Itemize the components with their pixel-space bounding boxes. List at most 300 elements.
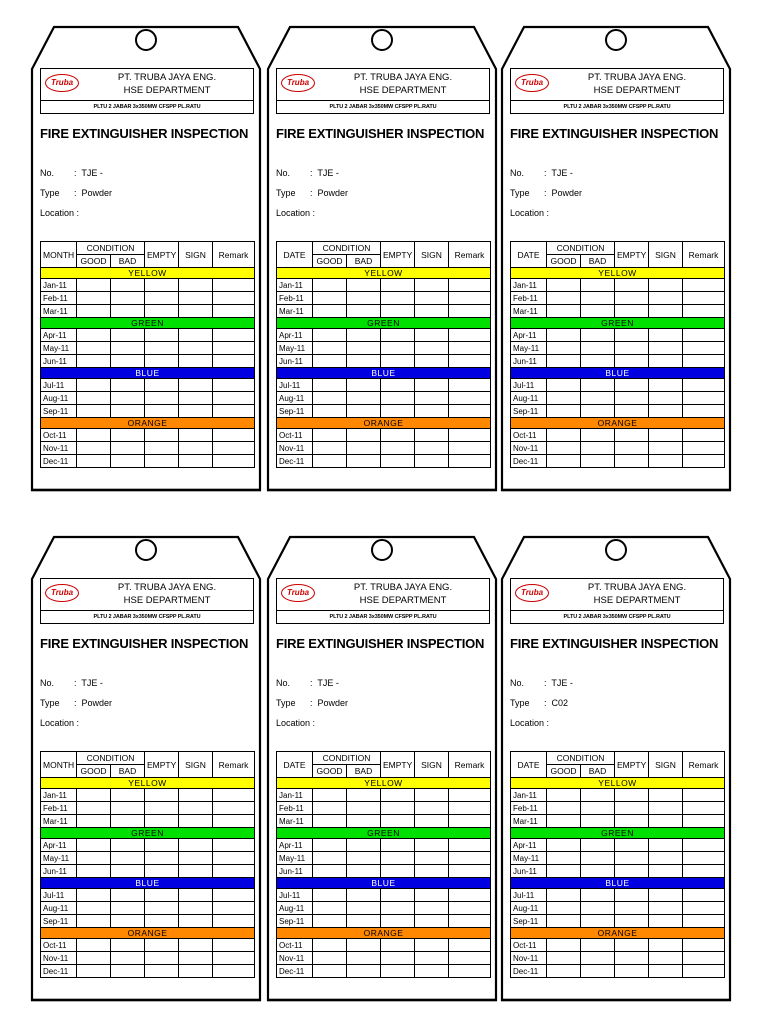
remark-cell	[683, 939, 725, 952]
sign-cell	[415, 939, 449, 952]
bad-cell	[581, 902, 615, 915]
good-cell	[313, 939, 347, 952]
col-good: GOOD	[313, 255, 347, 268]
good-cell	[547, 965, 581, 978]
table-row	[41, 329, 255, 342]
good-cell	[547, 939, 581, 952]
quarter-band: GREEN	[511, 828, 725, 839]
field-type: Type : Powder	[510, 188, 583, 198]
month-cell: Oct-11	[511, 429, 547, 442]
tag-header	[276, 68, 490, 114]
remark-cell	[213, 839, 255, 852]
sign-cell	[415, 852, 449, 865]
bad-cell	[347, 279, 381, 292]
department-name: HSE DEPARTMENT	[359, 595, 447, 606]
good-cell	[313, 815, 347, 828]
empty-cell	[381, 355, 415, 368]
table-row	[277, 965, 491, 978]
good-cell	[547, 839, 581, 852]
table-row	[511, 405, 725, 418]
col-first: MONTH	[41, 752, 77, 778]
tag-title: FIRE EXTINGUISHER INSPECTION	[40, 126, 249, 141]
sign-cell	[649, 342, 683, 355]
sign-cell	[179, 902, 213, 915]
empty-cell	[381, 915, 415, 928]
inspection-table	[510, 241, 725, 468]
col-bad: BAD	[111, 765, 145, 778]
sign-cell	[415, 355, 449, 368]
tag-title: FIRE EXTINGUISHER INSPECTION	[276, 126, 485, 141]
sign-cell	[415, 865, 449, 878]
bad-cell	[347, 789, 381, 802]
table-row	[277, 442, 491, 455]
field-no-value: TJE -	[81, 168, 103, 178]
empty-cell	[381, 889, 415, 902]
good-cell	[313, 965, 347, 978]
remark-cell	[213, 852, 255, 865]
company-block	[317, 71, 489, 97]
sign-cell	[649, 902, 683, 915]
sign-cell	[179, 865, 213, 878]
empty-cell	[615, 952, 649, 965]
tag-hole	[136, 540, 156, 560]
bad-cell	[581, 429, 615, 442]
col-condition: CONDITION	[547, 752, 615, 765]
quarter-band: GREEN	[41, 318, 255, 329]
bad-cell	[111, 802, 145, 815]
bad-cell	[581, 802, 615, 815]
field-location: Location :	[510, 718, 550, 728]
bad-cell	[111, 379, 145, 392]
col-condition: CONDITION	[547, 242, 615, 255]
remark-cell	[213, 455, 255, 468]
empty-cell	[145, 279, 179, 292]
good-cell	[77, 789, 111, 802]
month-cell: Nov-11	[277, 442, 313, 455]
sign-cell	[179, 429, 213, 442]
remark-cell	[449, 789, 491, 802]
table-row	[277, 342, 491, 355]
month-cell: Oct-11	[277, 939, 313, 952]
sign-cell	[415, 342, 449, 355]
remark-cell	[683, 355, 725, 368]
table-row	[41, 952, 255, 965]
remark-cell	[449, 342, 491, 355]
bad-cell	[581, 305, 615, 318]
quarter-band: YELLOW	[41, 778, 255, 789]
good-cell	[313, 455, 347, 468]
tag-title: FIRE EXTINGUISHER INSPECTION	[510, 126, 719, 141]
bad-cell	[347, 292, 381, 305]
month-cell: Aug-11	[41, 392, 77, 405]
col-empty: EMPTY	[145, 242, 179, 268]
bad-cell	[347, 952, 381, 965]
good-cell	[547, 865, 581, 878]
table-row	[511, 342, 725, 355]
department-name: HSE DEPARTMENT	[593, 595, 681, 606]
month-cell: Sep-11	[511, 405, 547, 418]
table-row	[277, 839, 491, 852]
month-cell: Oct-11	[511, 939, 547, 952]
remark-cell	[449, 429, 491, 442]
sign-cell	[415, 455, 449, 468]
month-cell: Jun-11	[277, 865, 313, 878]
month-cell: May-11	[41, 852, 77, 865]
good-cell	[547, 429, 581, 442]
table-row	[41, 852, 255, 865]
good-cell	[547, 279, 581, 292]
sign-cell	[179, 965, 213, 978]
month-cell: Oct-11	[41, 429, 77, 442]
sign-cell	[649, 802, 683, 815]
sign-cell	[649, 392, 683, 405]
month-cell: Dec-11	[277, 965, 313, 978]
empty-cell	[145, 379, 179, 392]
table-row	[511, 789, 725, 802]
sign-cell	[415, 965, 449, 978]
empty-cell	[145, 329, 179, 342]
sign-cell	[415, 442, 449, 455]
good-cell	[547, 305, 581, 318]
empty-cell	[615, 802, 649, 815]
month-cell: Feb-11	[277, 292, 313, 305]
empty-cell	[145, 902, 179, 915]
month-cell: Jul-11	[277, 379, 313, 392]
table-row	[511, 915, 725, 928]
quarter-band: GREEN	[511, 318, 725, 329]
department-name: HSE DEPARTMENT	[123, 85, 211, 96]
remark-cell	[213, 965, 255, 978]
table-row	[41, 965, 255, 978]
table-row	[41, 789, 255, 802]
bad-cell	[581, 455, 615, 468]
bad-cell	[581, 815, 615, 828]
col-first: DATE	[511, 242, 547, 268]
col-remark: Remark	[683, 752, 725, 778]
table-row	[277, 355, 491, 368]
remark-cell	[213, 802, 255, 815]
col-good: GOOD	[313, 765, 347, 778]
month-cell: Jan-11	[41, 789, 77, 802]
remark-cell	[683, 305, 725, 318]
remark-cell	[213, 865, 255, 878]
bad-cell	[111, 839, 145, 852]
month-cell: Nov-11	[511, 442, 547, 455]
table-row	[511, 902, 725, 915]
table-row	[277, 455, 491, 468]
month-cell: May-11	[511, 342, 547, 355]
empty-cell	[145, 305, 179, 318]
bad-cell	[111, 305, 145, 318]
col-remark: Remark	[683, 242, 725, 268]
col-condition: CONDITION	[313, 752, 381, 765]
remark-cell	[683, 279, 725, 292]
good-cell	[547, 329, 581, 342]
table-row	[41, 915, 255, 928]
empty-cell	[145, 392, 179, 405]
good-cell	[547, 442, 581, 455]
sign-cell	[649, 965, 683, 978]
empty-cell	[615, 305, 649, 318]
bad-cell	[347, 865, 381, 878]
table-row	[511, 939, 725, 952]
field-location: Location :	[510, 208, 550, 218]
company-logo: Truba	[515, 584, 549, 602]
quarter-band: ORANGE	[41, 418, 255, 429]
remark-cell	[683, 342, 725, 355]
good-cell	[313, 292, 347, 305]
field-location: Location :	[40, 208, 80, 218]
good-cell	[547, 392, 581, 405]
empty-cell	[381, 442, 415, 455]
table-row	[511, 379, 725, 392]
good-cell	[547, 342, 581, 355]
remark-cell	[213, 939, 255, 952]
col-bad: BAD	[581, 255, 615, 268]
inspection-table	[40, 241, 255, 468]
table-row	[41, 379, 255, 392]
bad-cell	[347, 915, 381, 928]
quarter-band: GREEN	[277, 318, 491, 329]
tag-content	[510, 68, 724, 468]
bad-cell	[347, 392, 381, 405]
good-cell	[547, 455, 581, 468]
month-cell: Nov-11	[277, 952, 313, 965]
bad-cell	[347, 802, 381, 815]
month-cell: Jan-11	[277, 789, 313, 802]
tag-header	[276, 578, 490, 624]
col-empty: EMPTY	[381, 752, 415, 778]
col-condition: CONDITION	[77, 752, 145, 765]
empty-cell	[381, 392, 415, 405]
empty-cell	[615, 455, 649, 468]
quarter-band: ORANGE	[511, 928, 725, 939]
tag-header	[40, 68, 254, 114]
field-type: Type : Powder	[40, 188, 113, 198]
month-cell: Jan-11	[511, 789, 547, 802]
month-cell: May-11	[511, 852, 547, 865]
quarter-band: BLUE	[277, 368, 491, 379]
empty-cell	[145, 915, 179, 928]
remark-cell	[213, 889, 255, 902]
month-cell: Aug-11	[511, 392, 547, 405]
sign-cell	[179, 939, 213, 952]
month-cell: Sep-11	[511, 915, 547, 928]
tag-hole	[372, 30, 392, 50]
month-cell: Feb-11	[511, 292, 547, 305]
month-cell: Jul-11	[511, 379, 547, 392]
remark-cell	[449, 865, 491, 878]
bad-cell	[581, 915, 615, 928]
sign-cell	[179, 852, 213, 865]
bad-cell	[111, 965, 145, 978]
empty-cell	[381, 965, 415, 978]
empty-cell	[381, 939, 415, 952]
table-row	[41, 865, 255, 878]
bad-cell	[347, 889, 381, 902]
good-cell	[313, 839, 347, 852]
sign-cell	[179, 379, 213, 392]
bad-cell	[581, 839, 615, 852]
empty-cell	[145, 939, 179, 952]
empty-cell	[145, 865, 179, 878]
empty-cell	[381, 379, 415, 392]
remark-cell	[683, 455, 725, 468]
empty-cell	[381, 839, 415, 852]
month-cell: Oct-11	[41, 939, 77, 952]
remark-cell	[449, 329, 491, 342]
table-row	[41, 342, 255, 355]
sign-cell	[415, 902, 449, 915]
remark-cell	[449, 839, 491, 852]
table-row	[41, 355, 255, 368]
company-name: PT. TRUBA JAYA ENG.	[353, 582, 453, 593]
field-no-value: TJE -	[317, 678, 339, 688]
quarter-band: YELLOW	[511, 268, 725, 279]
table-row	[41, 305, 255, 318]
remark-cell	[683, 865, 725, 878]
good-cell	[313, 329, 347, 342]
good-cell	[313, 902, 347, 915]
field-type: Type : Powder	[40, 698, 113, 708]
month-cell: Nov-11	[511, 952, 547, 965]
good-cell	[313, 852, 347, 865]
department-name: HSE DEPARTMENT	[123, 595, 211, 606]
table-row	[277, 915, 491, 928]
col-empty: EMPTY	[145, 752, 179, 778]
sign-cell	[415, 952, 449, 965]
bad-cell	[581, 865, 615, 878]
sign-cell	[649, 865, 683, 878]
bad-cell	[347, 355, 381, 368]
good-cell	[313, 405, 347, 418]
sign-cell	[179, 355, 213, 368]
remark-cell	[449, 455, 491, 468]
remark-cell	[683, 442, 725, 455]
tag-title: FIRE EXTINGUISHER INSPECTION	[40, 636, 249, 651]
col-first: DATE	[277, 242, 313, 268]
table-row	[277, 305, 491, 318]
sign-cell	[179, 329, 213, 342]
month-cell: Dec-11	[41, 965, 77, 978]
bad-cell	[347, 379, 381, 392]
field-no-value: TJE -	[551, 168, 573, 178]
table-row	[41, 429, 255, 442]
good-cell	[77, 915, 111, 928]
bad-cell	[111, 279, 145, 292]
quarter-band: BLUE	[41, 368, 255, 379]
empty-cell	[615, 902, 649, 915]
good-cell	[547, 902, 581, 915]
remark-cell	[449, 965, 491, 978]
sign-cell	[415, 392, 449, 405]
sign-cell	[179, 815, 213, 828]
remark-cell	[213, 429, 255, 442]
col-remark: Remark	[449, 242, 491, 268]
month-cell: Feb-11	[511, 802, 547, 815]
sign-cell	[649, 429, 683, 442]
company-block	[551, 581, 723, 607]
good-cell	[313, 915, 347, 928]
empty-cell	[615, 292, 649, 305]
table-row	[511, 952, 725, 965]
empty-cell	[615, 852, 649, 865]
empty-cell	[615, 865, 649, 878]
remark-cell	[683, 952, 725, 965]
bad-cell	[347, 405, 381, 418]
month-cell: Jan-11	[41, 279, 77, 292]
good-cell	[77, 939, 111, 952]
month-cell: Jun-11	[41, 355, 77, 368]
tag-hole	[372, 540, 392, 560]
bad-cell	[347, 442, 381, 455]
month-cell: Dec-11	[511, 455, 547, 468]
bad-cell	[581, 392, 615, 405]
remark-cell	[449, 305, 491, 318]
month-cell: Aug-11	[41, 902, 77, 915]
good-cell	[77, 292, 111, 305]
sign-cell	[649, 279, 683, 292]
good-cell	[547, 355, 581, 368]
empty-cell	[615, 442, 649, 455]
sign-cell	[179, 392, 213, 405]
sign-cell	[649, 405, 683, 418]
month-cell: Nov-11	[41, 442, 77, 455]
month-cell: Sep-11	[41, 405, 77, 418]
empty-cell	[615, 815, 649, 828]
sign-cell	[415, 329, 449, 342]
sign-cell	[649, 889, 683, 902]
tag-content	[40, 68, 254, 468]
bad-cell	[581, 279, 615, 292]
month-cell: Mar-11	[511, 305, 547, 318]
inspection-table	[510, 751, 725, 978]
remark-cell	[683, 379, 725, 392]
tag-title: FIRE EXTINGUISHER INSPECTION	[276, 636, 485, 651]
month-cell: Aug-11	[277, 902, 313, 915]
company-logo: Truba	[515, 74, 549, 92]
empty-cell	[381, 292, 415, 305]
sign-cell	[179, 839, 213, 852]
field-location: Location :	[276, 718, 316, 728]
table-row	[41, 902, 255, 915]
good-cell	[77, 865, 111, 878]
table-row	[277, 329, 491, 342]
field-type-value: Powder	[317, 698, 349, 708]
col-bad: BAD	[347, 255, 381, 268]
month-cell: Jul-11	[41, 379, 77, 392]
good-cell	[547, 852, 581, 865]
tag-fields	[276, 673, 490, 733]
empty-cell	[381, 952, 415, 965]
project-name: PLTU 2 JABAR 3x350MW CFSPP PL.RATU	[511, 610, 723, 623]
month-cell: Sep-11	[277, 915, 313, 928]
field-no: No. : TJE -	[276, 678, 339, 688]
col-first: MONTH	[41, 242, 77, 268]
table-row	[277, 292, 491, 305]
remark-cell	[683, 839, 725, 852]
empty-cell	[615, 355, 649, 368]
tag-fields	[276, 163, 490, 223]
quarter-band: BLUE	[41, 878, 255, 889]
field-no: No. : TJE -	[510, 678, 573, 688]
field-no-value: TJE -	[81, 678, 103, 688]
empty-cell	[381, 852, 415, 865]
field-type: Type : Powder	[276, 698, 349, 708]
empty-cell	[615, 342, 649, 355]
bad-cell	[111, 789, 145, 802]
sign-cell	[649, 442, 683, 455]
